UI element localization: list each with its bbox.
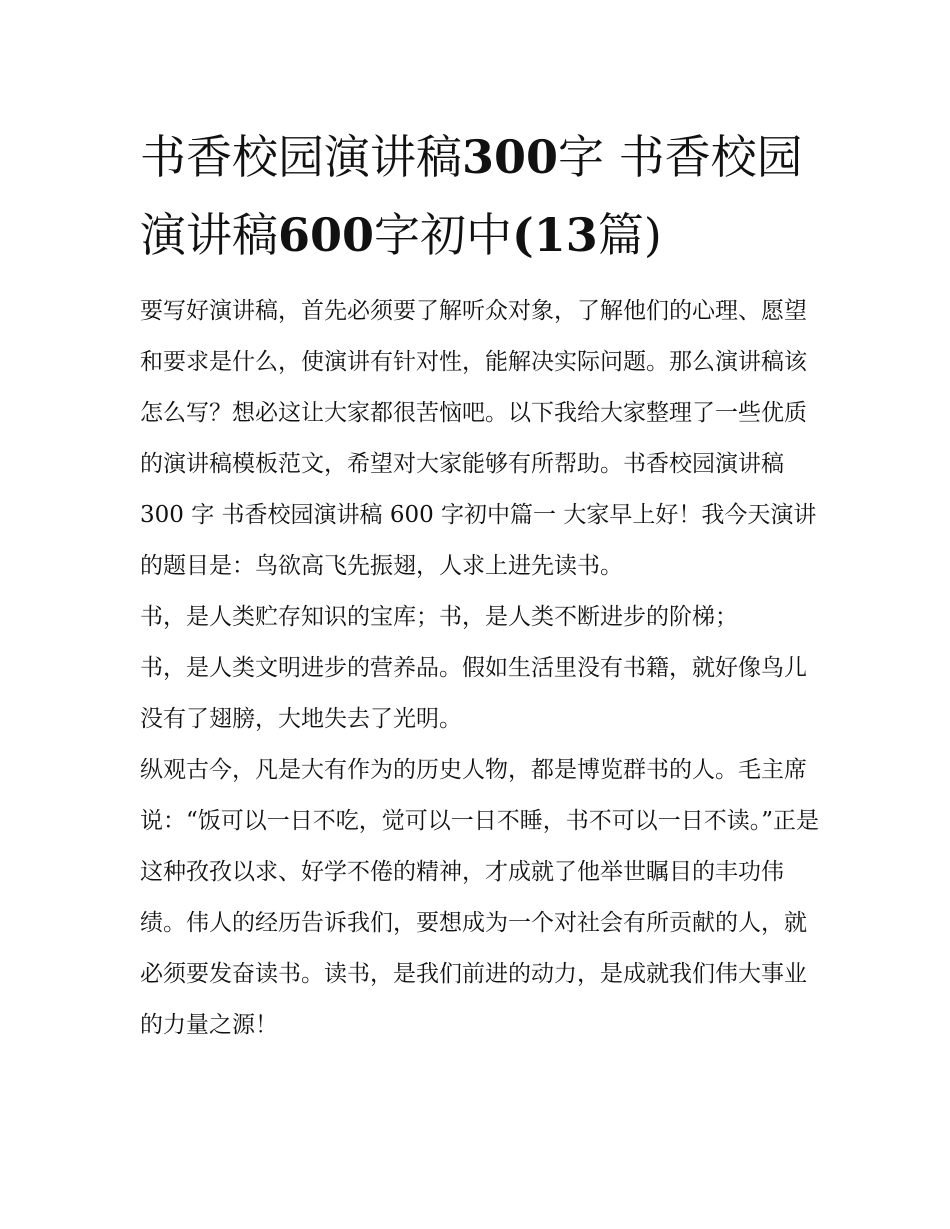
title-part4: (13 <box>512 208 598 262</box>
title-part1: 书香校园演讲稿 <box>140 130 462 184</box>
title-part2: 字 书香校园演讲稿 <box>140 130 803 262</box>
title-part3: 字初中 <box>374 208 513 262</box>
title-num1: 300 <box>462 130 559 184</box>
paragraph-history: 纵观古今，凡是大有作为的历史人物，都是博览群书的人。毛主席说：“饭可以一日不吃，觉可以一日不睡，书不可以一日不读。”正是这种孜孜以求、好学不倦的精神，才成就了他举世瞩目的丰功伟绩。伟人的经历告诉我们，要想成为一个对社会有所贡献的人，就必须要发奋读书。读书，是我们前进的动力，是成就我们伟大事业的力量之源！ <box>140 757 820 1038</box>
paragraph-intro: 要写好演讲稿，首先必须要了解听众对象，了解他们的心理、愿望和要求是什么，使演讲有针对性，能解决实际问题。那么演讲稿该怎么写？想必这让大家都很苦恼吧。以下我给大家整理了一些优质的演讲稿模板范文，希望对大家能够有所帮助。书香校园演讲稿 300 字 书香校园演讲稿 600 字初中篇一 大家早上好！我今天演讲的题目是：鸟欲高飞先振翅，人求上进先读书。 <box>140 298 817 579</box>
title-num2: 600 <box>278 208 375 262</box>
title-part5: 篇) <box>597 208 662 262</box>
document-content <box>140 118 820 1051</box>
paragraph-books-nutrition: 书，是人类文明进步的营养品。假如生活里没有书籍，就好像鸟儿没有了翅膀，大地失去了光明。 <box>140 655 807 732</box>
document-title <box>140 118 820 274</box>
paragraph-books-treasury: 书，是人类贮存知识的宝库；书，是人类不断进步的阶梯； <box>140 604 738 630</box>
document-body <box>140 286 820 1051</box>
